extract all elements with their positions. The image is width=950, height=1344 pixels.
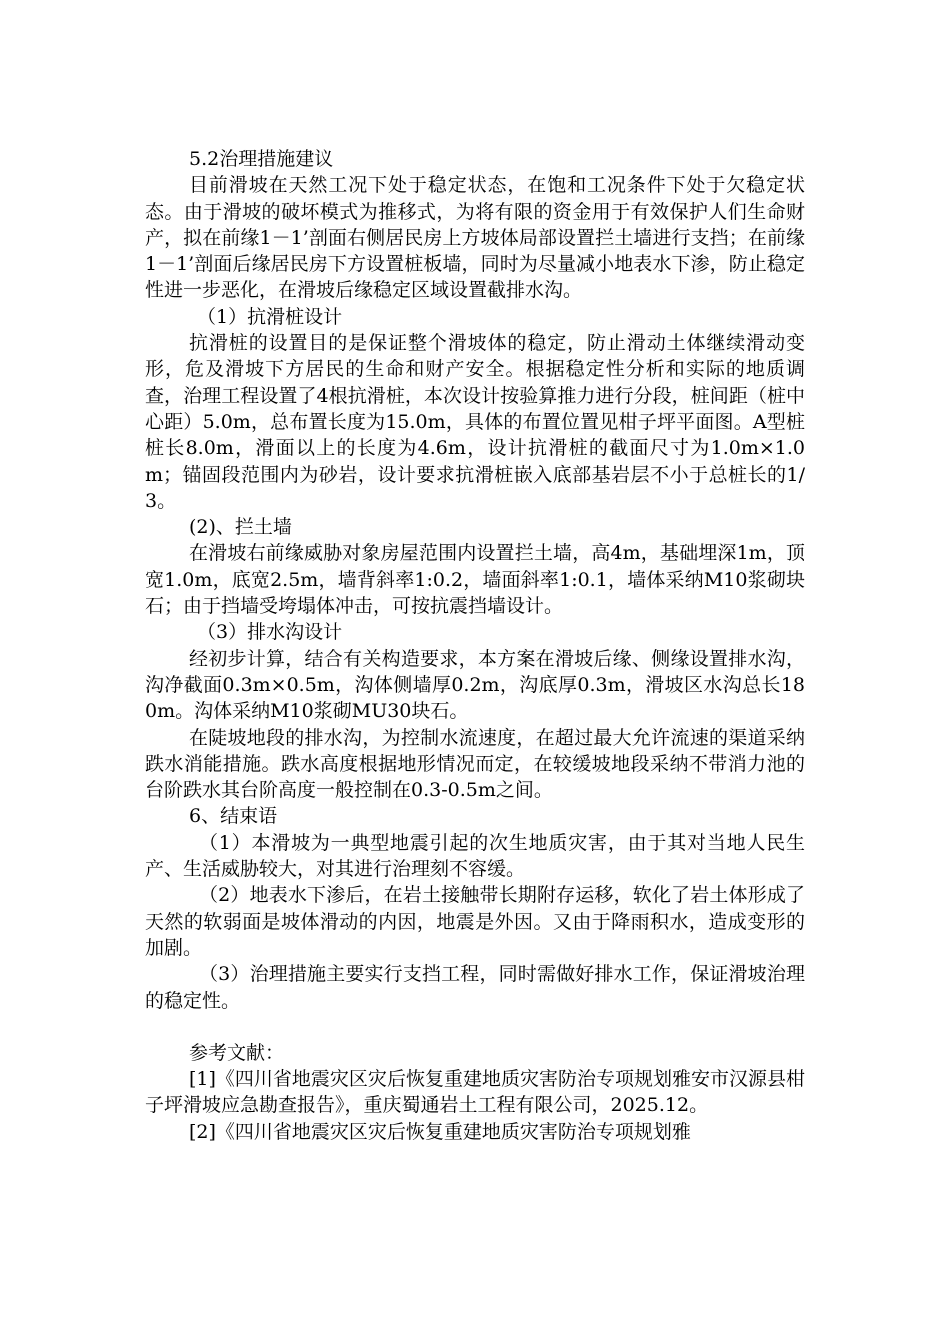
references-heading: 参考文献： bbox=[189, 1041, 285, 1064]
section-spacer bbox=[145, 1014, 805, 1040]
paragraph-retaining-wall: 在滑坡右前缘威胁对象房屋范围内设置拦土墙，高4m，基础埋深1m，顶宽1.0m，底宽2.5m，墙背斜率1:0.2，墙面斜率1:0.1，墙体采纳M10浆砌块石；由于挡墙受垮塌体冲击，可按抗震挡墙设计。 bbox=[145, 542, 805, 618]
reference-item-1: [1]《四川省地震灾区灾后恢复重建地质灾害防治专项规划雅安市汉源县柑子坪滑坡应急勘查报告》，重庆蜀通岩土工程有限公司，2025.12。 bbox=[145, 1068, 805, 1117]
section-heading-conclusion: 6、结束语 bbox=[189, 805, 278, 828]
document-page bbox=[145, 146, 805, 1145]
paragraph-drainage-ditch: 经初步计算，结合有关构造要求，本方案在滑坡后缘、侧缘设置排水沟，沟净截面0.3m×0.5m，沟体侧墙厚0.2m，沟底厚0.3m，滑坡区水沟总长180m。沟体采纳M10浆砌MU30块石。 bbox=[145, 647, 805, 723]
paragraph-overview: 目前滑坡在天然工况下处于稳定状态，在饱和工况条件下处于欠稳定状态。由于滑坡的破坏模式为推移式，为将有限的资金用于有效保护人们生命财产，拟在前缘1－1’剖面右侧居民房上方坡体局部设置拦土墙进行支挡；在前缘1－1’剖面后缘居民房下方设置桩板墙，同时为尽量减小地表水下渗，防止稳定性进一步恶化，在滑坡后缘稳定区域设置截排水沟。 bbox=[145, 174, 805, 302]
section-heading-5-2: 5.2治理措施建议 bbox=[189, 148, 334, 170]
conclusion-item-2: （2）地表水下渗后，在岩土接触带长期附存运移，软化了岩土体形成了天然的软弱面是坡体滑动的内因，地震是外因。又由于降雨积水，造成变形的加剧。 bbox=[145, 884, 805, 959]
subheading-retaining-wall: (2)、拦土墙 bbox=[189, 516, 292, 539]
conclusion-item-3: （3）治理措施主要实行支挡工程，同时需做好排水工作，保证滑坡治理的稳定性。 bbox=[145, 963, 805, 1012]
reference-item-2: [2]《四川省地震灾区灾后恢复重建地质灾害防治专项规划雅 bbox=[189, 1120, 691, 1143]
paragraph-steep-slope-ditch: 在陡坡地段的排水沟，为控制水流速度，在超过最大允许流速的渠道采纳跌水消能措施。跌水高度根据地形情况而定，在较缓坡地段采纳不带消力池的台阶跌水其台阶高度一般控制在0.3-0.5m之间。 bbox=[145, 726, 805, 802]
subheading-drainage-ditch: （3）排水沟设计 bbox=[197, 621, 343, 644]
subheading-anti-slide-pile: （1）抗滑桩设计 bbox=[197, 305, 343, 328]
paragraph-anti-slide-pile: 抗滑桩的设置目的是保证整个滑坡体的稳定，防止滑动土体继续滑动变形，危及滑坡下方居民的生命和财产安全。根据稳定性分析和实际的地质调查，治理工程设置了4根抗滑桩，本次设计按验算推力进行分段，桩间距（桩中心距）5.0m，总布置长度为15.0m，具体的布置位置见柑子坪平面图。A型桩桩长8.0m，滑面以上的长度为4.6m，设计抗滑桩的截面尺寸为1.0m×1.0m；锚固段范围内为砂岩，设计要求抗滑桩嵌入底部基岩层不小于总桩长的1/3。 bbox=[145, 332, 805, 512]
conclusion-item-1: （1）本滑坡为一典型地震引起的次生地质灾害，由于其对当地人民生产、生活威胁较大，对其进行治理刻不容缓。 bbox=[145, 831, 805, 881]
